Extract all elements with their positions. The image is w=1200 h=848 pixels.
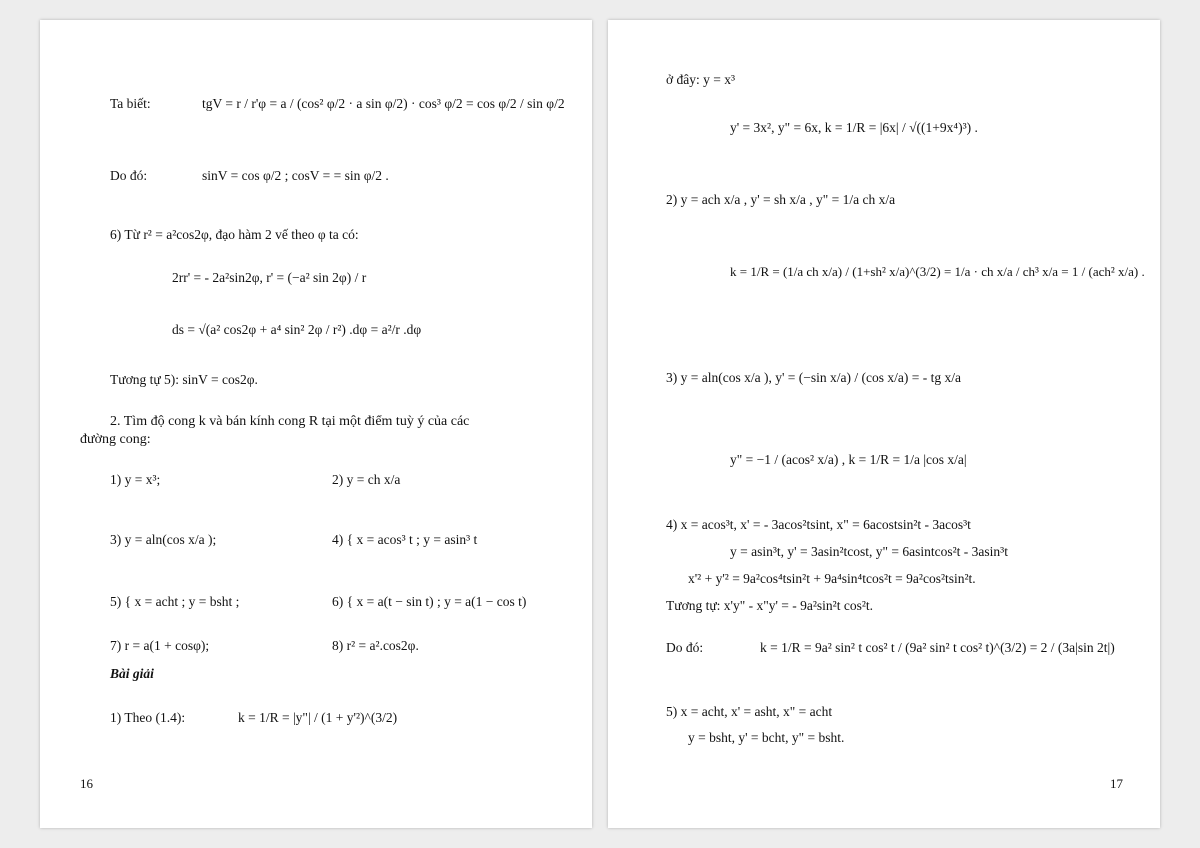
text-line: Do đó: [666,640,704,655]
solution-heading: Bài giải [110,666,154,681]
formula-line: k = 1/R = 9a² sin² t cos² t / (9a² sin² t cos² t)^(3/2) = 2 / (3a|sin 2t|) [760,640,1115,655]
formula-line: y" = −1 / (acos² x/a) , k = 1/R = 1/a |cos x/a| [730,452,967,467]
page-number: 16 [80,776,93,791]
formula-line: k = 1/R = (1/a ch x/a) / (1+sh² x/a)^(3/2) = 1/a · ch x/a / ch³ x/a = 1 / (ach² x/a) . [730,264,1145,279]
text-line: Ta biết: [110,96,151,111]
left-page [40,20,592,828]
exercise-item: 8) r² = a².cos2φ. [332,638,419,653]
exercise-item: 4) { x = acos³ t ; y = asin³ t [332,532,478,547]
exercise-item: 5) { x = acht ; y = bsht ; [110,594,240,609]
formula-line: 2) y = ach x/a , y' = sh x/a , y" = 1/a ch x/a [666,192,896,207]
formula-line: y' = 3x², y" = 6x, k = 1/R = |6x| / √((1+9x⁴)³) . [730,120,978,135]
exercise-item: 1) y = x³; [110,472,161,487]
formula-line: ds = √(a² cos2φ + a⁴ sin² 2φ / r²) .dφ = a²/r .dφ [172,322,422,337]
exercise-item: 6) { x = a(t − sin t) ; y = a(1 − cos t) [332,594,527,609]
formula-line: 5) x = acht, x' = asht, x" = acht [666,704,833,719]
text-line: 1) Theo (1.4): [110,710,186,725]
formula-line: 2rr' = - 2a²sin2φ, r' = (−a² sin 2φ) / r [172,270,367,285]
formula-line: x'² + y'² = 9a²cos⁴tsin²t + 9a⁴sin⁴tcos²t = 9a²cos²tsin²t. [688,571,976,586]
formula-line: y = bsht, y' = bcht, y" = bsht. [688,730,845,745]
text-line: 6) Từ r² = a²cos2φ, đạo hàm 2 vế theo φ ta có: [110,227,359,242]
text-line: Do đó: [110,168,148,183]
exercise-item: 2) y = ch x/a [332,472,401,487]
exercise-item: 7) r = a(1 + cosφ); [110,638,210,653]
formula-line: Tương tự: x'y" - x"y' = - 9a²sin²t cos²t. [666,598,874,613]
text-line: Tương tự 5): sinV = cos2φ. [110,372,258,387]
formula-line: ở đây: y = x³ [666,72,736,87]
formula-line: tgV = r / r'φ = a / (cos² φ/2 · a sin φ/2) · cos³ φ/2 = cos φ/2 / sin φ/2 [202,96,565,111]
right-page [608,20,1160,828]
exercise-heading: 2. Tìm độ cong k và bán kính cong R tại một điểm tuỳ ý của các [110,414,470,429]
exercise-item: 3) y = aln(cos x/a ); [110,532,217,547]
formula-line: 4) x = acos³t, x' = - 3acos²tsint, x" = 6acostsin²t - 3acos³t [666,517,971,532]
formula-line: y = asin³t, y' = 3asin²tcost, y" = 6asintcos²t - 3asin³t [730,544,1008,559]
text-line: đường cong: [80,432,151,447]
formula-line: 3) y = aln(cos x/a ), y' = (−sin x/a) / (cos x/a) = - tg x/a [666,370,961,385]
formula-line: sinV = cos φ/2 ; cosV = = sin φ/2 . [202,168,389,183]
page-number: 17 [1110,776,1123,791]
formula-line: k = 1/R = |y"| / (1 + y'²)^(3/2) [238,710,398,725]
